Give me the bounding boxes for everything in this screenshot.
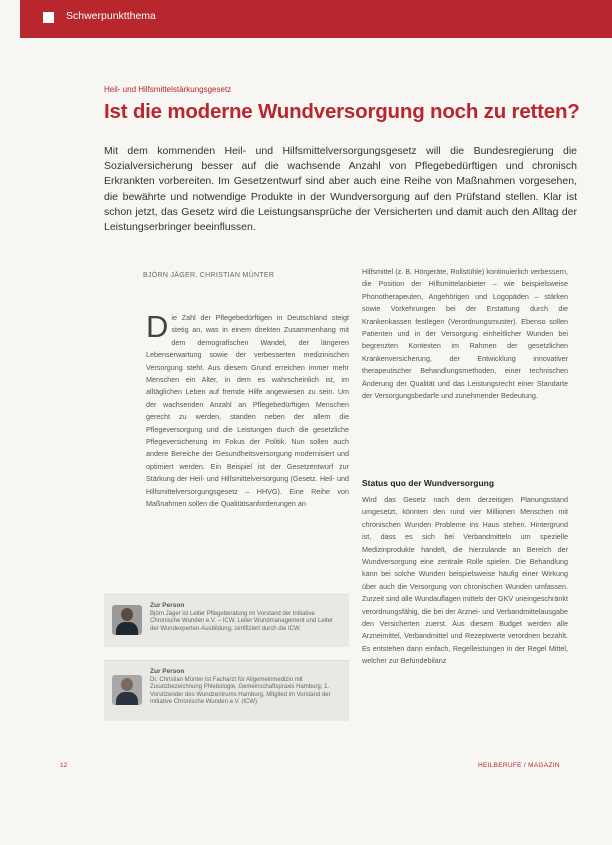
author-avatar (112, 605, 142, 635)
page-number: 12 (60, 762, 68, 769)
bio-label: Zur Person (150, 602, 185, 609)
drop-cap: D (146, 309, 169, 344)
bio-text: Dr. Christian Münter ist Facharzt für Allgemeinmedizin mit Zusatzbezeichnung Phlebologie, Gemeinschaftspraxis Hamburg; 1. Vorsitzender des Wundzentrums Hamburg, Mitglied im Vorstand der Initiative Chronische Wunden e.V. (ICW). (150, 677, 331, 706)
article-lead: Mit dem kommenden Heil- und Hilfsmittelversorgungsgesetz will die Bundesregierung die Sozialversicherung besser auf die wachsende Anzahl von Pflegebedürftigen und chronisch Erkrankten vorbereiten. Im Gesetzentwurf sind aber auch eine Reihe von Maßnahmen vorgesehen, die bewährte und notwendige Produkte in der Wundversorgung auf den Prüfstand stellen. Klar ist schon jetzt, das Gesetz wird die Leistungsansprüche der Versicherten und damit auch den Alltag der Leistungserbringer beeinflussen. (104, 145, 577, 234)
section-square-icon (43, 12, 54, 23)
article-title: Ist die moderne Wundversorgung noch zu retten? (104, 100, 580, 123)
section-subhead: Status quo der Wundversorgung (362, 478, 495, 488)
author-bio-box (104, 660, 349, 721)
bio-label: Zur Person (150, 668, 185, 675)
body-column-1-text: ie Zahl der Pflegebedürftigen in Deutschland steigt stetig an, was in einem direkten Zusammenhang mit dem demografischen Wandel, der längeren Lebenserwartung sowie der verbesserten medizinischen Versorgung steht. Aus diesem Grund erreichen immer mehr Menschen ein Alter, in dem es wahrscheinlich ist, im alltäglichen Leben auf fremde Hilfe angewiesen zu sein. Um der wachsenden Anzahl an Pflegebedürftigen Menschen gerecht zu werden, standen neben der allem die Pflegeversorgung und die Leistungen durch die gesetzliche Pflegeversicherung im Fokus der Politik. Nun sollen auch andere Bereiche der Gesundheitsversorgung modernisiert und optimiert werden. Ein Beispiel ist der Gesetzentwurf zur Stärkung der Heil- und Hilfsmittelversorgung (Gesetz. Heil- und Hilfsmittelversorgungsgesetz – HHVG). Eine Reihe von Maßnahmen sollen die Qualitätsanforderungen an (146, 313, 349, 509)
body-column-2-continued: Wird das Gesetz nach dem derzeitigen Planungsstand umgesetzt, könnten den rund vier Millionen Menschen mit chronischen Wunden Probleme ins Haus stehen. Hintergrund ist, dass es sich bei Verbandmitteln um spezielle Medizinprodukte handelt, die hierzulande an Bereich der Wundversorgung eine zentrale Rolle spielen. Die Behandlung kann bei solche Wunden beispielsweise häufig einer Wirkung über auch die Versorgung von chronischen Wunden umfassen. Zurzeit sind alle Wundauflagen mittels der GKV uneingeschränkt verordnungsfähig, die bei der Arznei- und Verbandmittelausgabe den Versicherten zuerst. Aus diesem Budget werden alle Arzneimittel, Verbandmittel und Rezeptwerte verordnen bezahlt. Es entstehen dann einfach, Regelleistungen in der Regel Mittel, welcher zur Befundebilanz (362, 495, 568, 666)
bio-text: Björn Jäger ist Leiter Pflegeberatung im Vorstand der Initiative Chronische Wunden e.V. – ICW, Leiter Wundmanagement und Leiter der Wundexperten-Ausbildung, zertifiziert durch die ICW. (150, 611, 333, 632)
section-header-bar (20, 0, 612, 38)
author-avatar (112, 675, 142, 705)
body-column-2: Hilfsmittel (z. B. Hörgeräte, Rollstühle) kontinuierlich verbessern, die Position der Hilfsmittelanbieter – wie beispielsweise Phonotherapeuten, Angehörigen und Logopäden – stärken sowie Vorkehrungen bei der Erstattung durch die Krankenkassen festlegen (Verordnungsmuster). Ebenso sollen Patienten und in der Versorgung einheitlicher Wunden bei begrenzten Kontexten im Rahmen der gesetzlichen Krankenversicherung, der Entwicklung innovativer therapeutischer Behandlungsmethoden, einer technischen Änderung der Qualität und das Leistungsrecht einer Standarte der Versorgungsbedarfe und zunehmender Bedeutung. (362, 267, 568, 401)
article-kicker: Heil- und Hilfsmittelstärkungsgesetz (104, 85, 232, 94)
article-authors: BJÖRN JÄGER, CHRISTIAN MÜNTER (143, 272, 275, 279)
author-bio-box (104, 594, 349, 647)
journal-footer: HEILBERUFE / MAGAZIN (478, 762, 560, 769)
section-label: Schwerpunktthema (66, 10, 156, 22)
body-column-1 (146, 309, 349, 511)
